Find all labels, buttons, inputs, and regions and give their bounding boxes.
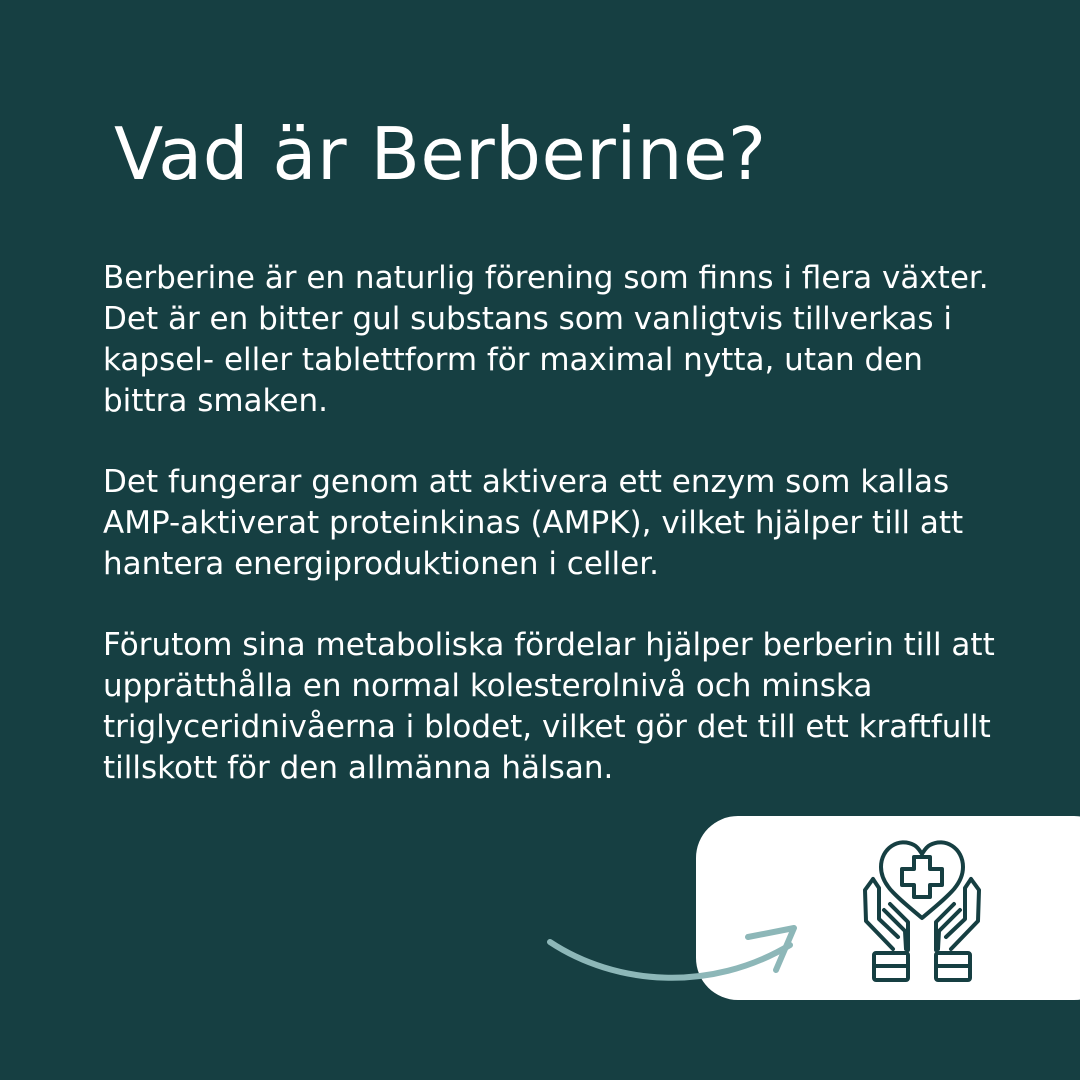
paragraph-benefits: Förutom sina metaboliska fördelar hjälper berberin till att upprätthålla en normal kolesterolnivå och minska triglyceridnivåerna i blodet, vilket gör det till ett kraftfullt tillskott för den allmänna hälsan.: [103, 627, 995, 786]
page-title: Vad är Berberine?: [114, 112, 767, 196]
article-body: [103, 258, 1008, 789]
curved-arrow-icon: [540, 915, 820, 1005]
paragraph-mechanism: Det fungerar genom att aktivera ett enzym som kallas AMP-aktiverat proteinkinas (AMPK), vilket hjälper till att hantera energiproduktionen i celler.: [103, 464, 964, 582]
hands-holding-heart-medical-cross-icon: [856, 830, 988, 988]
paragraph-definition: Berberine är en naturlig förening som finns i flera växter. Det är en bitter gul substans som vanligtvis tillverkas i kapsel- eller tablettform för maximal nytta, utan den bittra smaken.: [103, 260, 989, 419]
